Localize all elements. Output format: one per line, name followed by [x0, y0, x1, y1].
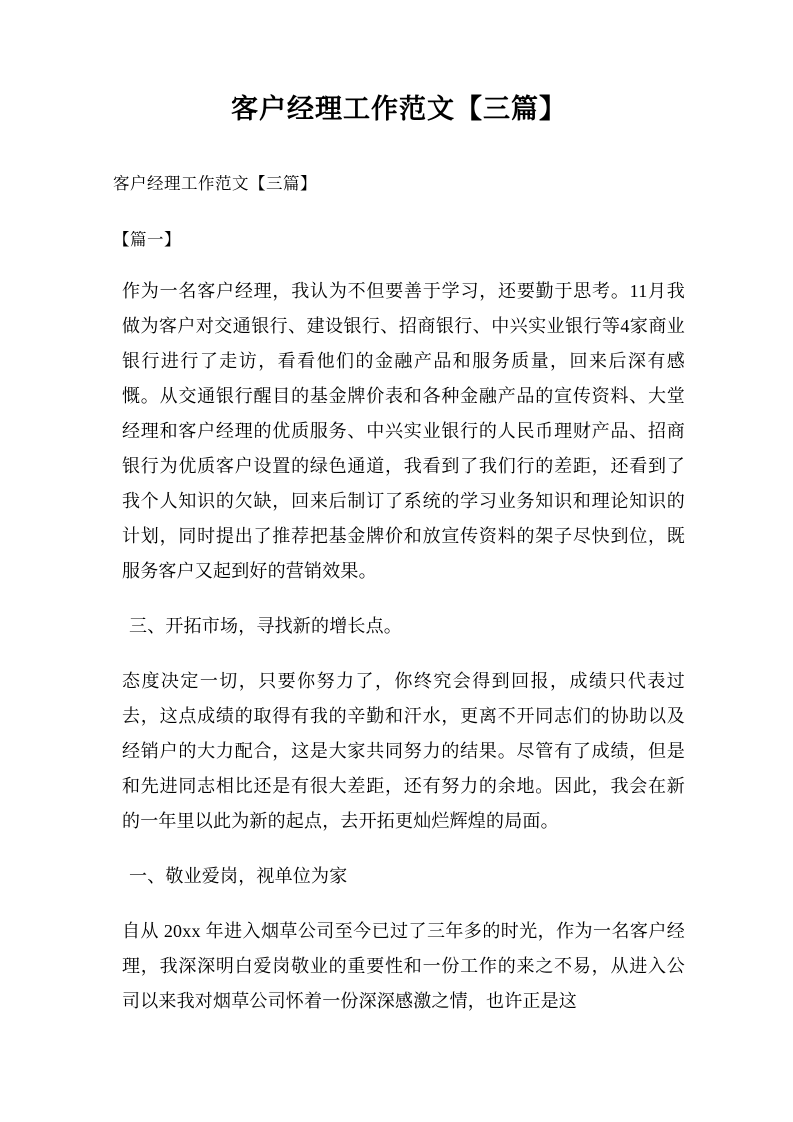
paragraph: 三、开拓市场，寻找新的增长点。 [129, 615, 402, 636]
paragraph: 态度决定一切，只要你努力了，你终究会得到回报，成绩只代表过去，这点成绩的取得有我的辛勤和汗水，更离不开同志们的协助以及经销户的大力配合，这是大家共同努力的结果。尽管有了成绩，但是和先进同志相比还是有很大差距，还有努力的余地。因此，我会在新的一年里以此为新的起点，去开拓更灿烂辉煌的局面。 [122, 670, 685, 831]
document-subtitle: 客户经理工作范文【三篇】 [113, 174, 317, 194]
paragraph: 一、敬业爱岗，视单位为家 [129, 865, 348, 886]
paragraph-container-5 [113, 914, 685, 1019]
paragraph: 自从 20xx 年进入烟草公司至今已过了三年多的时光，作为一名客户经理，我深深明白爱岗敬业的重要性和一份工作的来之不易，从进入公司以来我对烟草公司怀着一份深深感激之情，也许正是这 [122, 920, 685, 1011]
paragraph: 作为一名客户经理，我认为不但要善于学习，还要勤于思考。11月我做为客户对交通银行、建设银行、招商银行、中兴实业银行等4家商业银行进行了走访，看看他们的金融产品和服务质量，回来后深有感慨。从交通银行醒目的基金牌价表和各种金融产品的宣传资料、大堂经理和客户经理的优质服务、中兴实业银行的人民币理财产品、招商银行为优质客户设置的绿色通道，我看到了我们行的差距，还看到了我个人知识的欠缺，回来后制订了系统的学习业务知识和理论知识的计划，同时提出了推荐把基金牌价和放宣传资料的架子尽快到位，既服务客户又起到好的营销效果。 [122, 280, 685, 581]
document-body [113, 0, 685, 1019]
paragraph-container-3 [113, 664, 685, 839]
paragraph-container-1 [113, 274, 685, 589]
page-title: 客户经理工作范文【三篇】 [231, 94, 567, 124]
paragraph-container-2 [113, 609, 685, 644]
paragraph-container-4 [113, 859, 685, 894]
section-label: 【篇一】 [113, 230, 181, 250]
